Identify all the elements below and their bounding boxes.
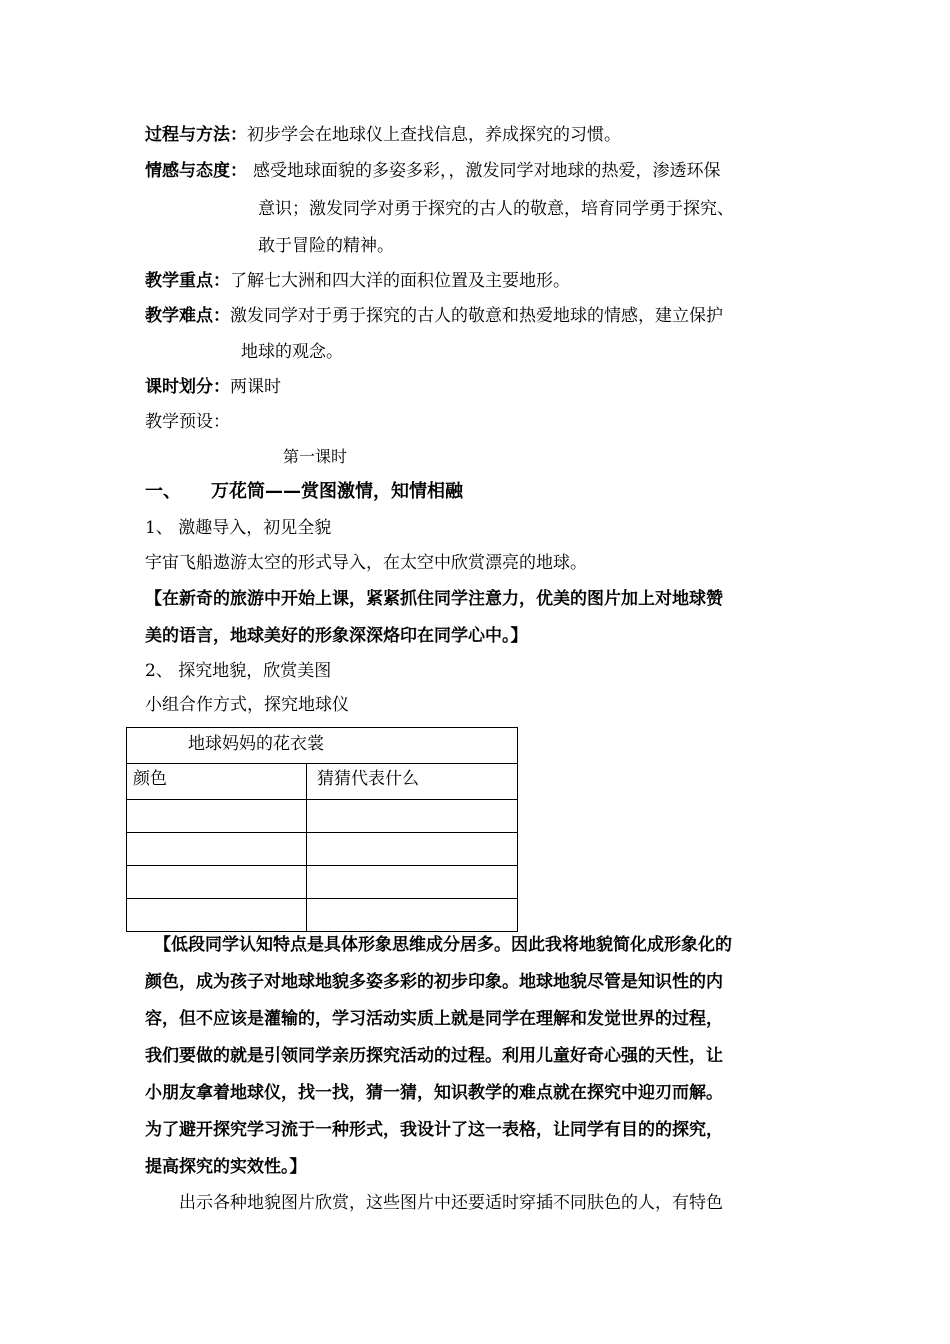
process-label: 过程与方法： bbox=[145, 125, 247, 145]
difficulty-text-1: 激发同学对于勇于探究的古人的敬意和热爱地球的情感，建立保护 bbox=[230, 306, 723, 326]
table-border bbox=[126, 898, 518, 899]
step-2-text: 小组合作方式，探究地球仪 bbox=[145, 695, 349, 715]
note-2-line: 颜色，成为孩子对地球地貌多姿多彩的初步印象。地球地貌尽管是知识性的内 bbox=[145, 972, 723, 992]
table-border bbox=[126, 727, 518, 728]
section-title: 万花筒——赏图激情，知情相融 bbox=[211, 481, 463, 502]
table-border bbox=[126, 727, 127, 932]
section-heading bbox=[145, 481, 463, 503]
table-title: 地球妈妈的花衣裳 bbox=[188, 734, 324, 754]
process-text: 初步学会在地球仪上查找信息，养成探究的习惯。 bbox=[247, 125, 621, 145]
hours-line bbox=[145, 376, 281, 398]
note-2-line: 【低段同学认知特点是具体形象思维成分居多。因此我将地貌简化成形象化的 bbox=[154, 935, 732, 955]
note-2-line: 为了避开探究学习流于一种形式，我设计了这一表格，让同学有目的的探究， bbox=[145, 1120, 723, 1140]
table-border bbox=[126, 763, 518, 764]
lesson-title: 第一课时 bbox=[283, 447, 348, 466]
table-border bbox=[126, 865, 518, 866]
difficulty-text-2: 地球的观念。 bbox=[241, 342, 343, 362]
key-label: 教学重点： bbox=[145, 271, 230, 291]
emotion-text-2: 意识；激发同学对勇于探究的古人的敬意，培育同学勇于探究、 bbox=[258, 199, 734, 219]
table-header-color: 颜色 bbox=[133, 769, 167, 789]
note-2-line: 提高探究的实效性。】 bbox=[145, 1157, 307, 1177]
table-border bbox=[126, 799, 518, 800]
table-border bbox=[306, 763, 307, 932]
step-1-text: 宇宙飞船遨游太空的形式导入，在太空中欣赏漂亮的地球。 bbox=[145, 553, 587, 573]
emotion-line-1 bbox=[145, 160, 721, 182]
step-1: 1、 激趣导入，初见全貌 bbox=[145, 518, 332, 538]
table-border bbox=[517, 727, 518, 932]
note-1-line-1: 【在新奇的旅游中开始上课，紧紧抓住同学注意力，优美的图片加上对地球赞 bbox=[145, 589, 723, 609]
note-1-line-2: 美的语言，地球美好的形象深深烙印在同学心中。】 bbox=[145, 626, 528, 646]
emotion-text-1: 感受地球面貌的多姿多彩，，激发同学对地球的热爱，渗透环保 bbox=[253, 161, 721, 181]
note-2-line: 小朋友拿着地球仪，找一找，猜一猜，知识教学的难点就在探究中迎刃而解。 bbox=[145, 1083, 723, 1103]
emotion-text-3: 敢于冒险的精神。 bbox=[258, 236, 394, 256]
process-line bbox=[145, 124, 621, 146]
hours-text: 两课时 bbox=[230, 377, 281, 397]
key-line bbox=[145, 270, 570, 292]
closing-text: 出示各种地貌图片欣赏，这些图片中还要适时穿插不同肤色的人，有特色 bbox=[179, 1193, 723, 1213]
table-border bbox=[126, 931, 518, 932]
note-2-line: 我们要做的就是引领同学亲历探究活动的过程。利用儿童好奇心强的天性，让 bbox=[145, 1046, 723, 1066]
step-2: 2、 探究地貌，欣赏美图 bbox=[145, 661, 332, 681]
note-2-line: 容，但不应该是灌输的，学习活动实质上就是同学在理解和发觉世界的过程， bbox=[145, 1009, 723, 1029]
difficulty-line-1 bbox=[145, 305, 723, 327]
difficulty-label: 教学难点： bbox=[145, 306, 230, 326]
key-text: 了解七大洲和四大洋的面积位置及主要地形。 bbox=[230, 271, 570, 291]
hours-label: 课时划分： bbox=[145, 377, 230, 397]
table-border bbox=[126, 832, 518, 833]
emotion-label: 情感与态度： bbox=[145, 161, 247, 181]
table-header-meaning: 猜猜代表什么 bbox=[317, 769, 419, 789]
section-number: 一、 bbox=[145, 481, 181, 502]
preset-label: 教学预设： bbox=[145, 412, 230, 432]
